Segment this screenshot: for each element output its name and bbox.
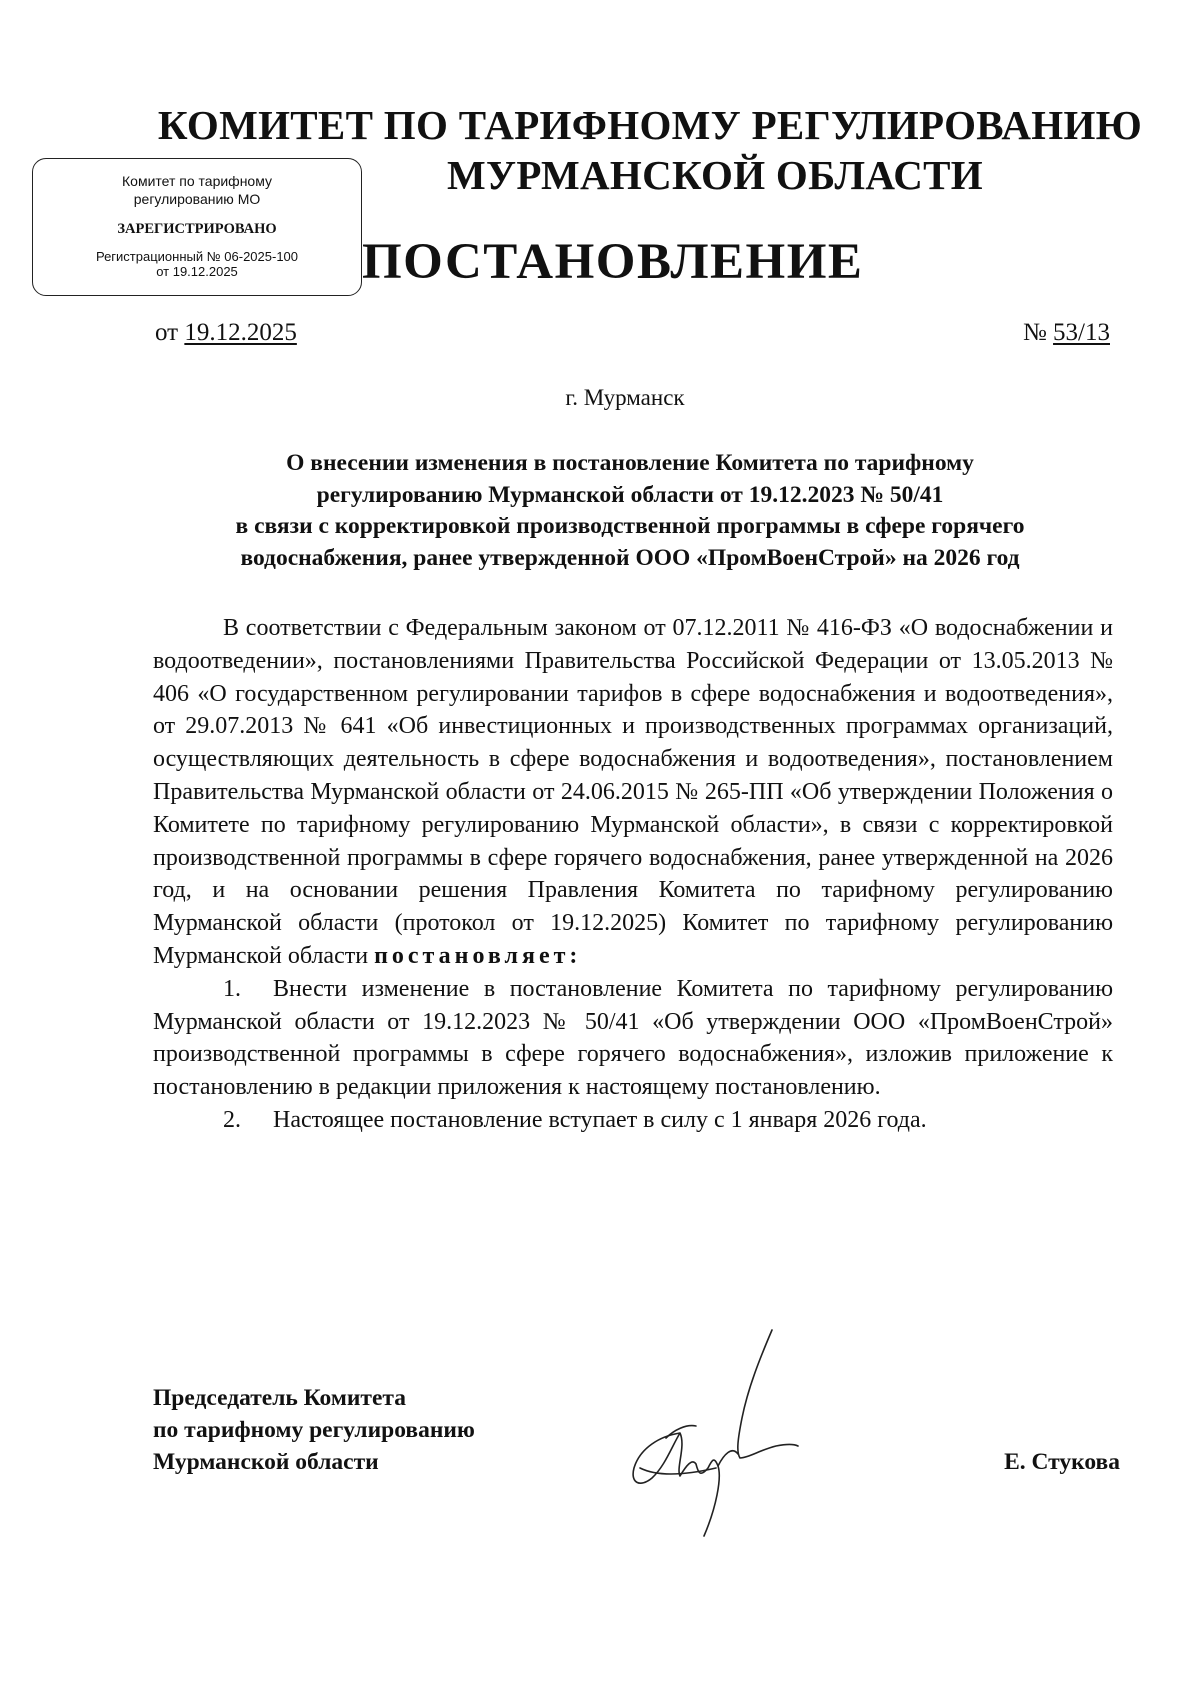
subject-line-4: водоснабжения, ранее утвержденной ООО «ПромВоенСтрой» на 2026 год xyxy=(240,544,1020,571)
subject-line-3: в связи с корректировкой производственной программы в сфере горячего xyxy=(235,513,1025,539)
document-type-heading: ПОСТАНОВЛЕНИЕ xyxy=(362,234,864,290)
handwritten-signature xyxy=(620,1318,850,1548)
signatory-title xyxy=(153,1382,475,1478)
item-number: 1. xyxy=(223,975,241,1002)
signatory-title-line-2: по тарифному регулированию xyxy=(153,1417,475,1443)
stamp-organization: Комитет по тарифному регулированию МО xyxy=(122,173,272,207)
document-subject xyxy=(150,448,1110,574)
resolution-item xyxy=(153,973,1113,1104)
signer-name: Е. Стукова xyxy=(1004,1449,1120,1475)
item-text: Настоящее постановление вступает в силу с 1 января 2026 года. xyxy=(273,1106,927,1133)
stamp-registration-number: Регистрационный № 06-2025-100 xyxy=(95,249,299,264)
item-number: 2. xyxy=(223,1106,241,1133)
registration-stamp xyxy=(32,158,362,296)
date-prefix: от xyxy=(155,319,179,346)
date-value: 19.12.2025 xyxy=(184,319,297,346)
stamp-registration-date: от 19.12.2025 xyxy=(156,264,238,279)
preamble-paragraph xyxy=(153,612,1113,973)
subject-line-2: регулированию Мурманской области от 19.12.2023 № 50/41 xyxy=(316,481,944,508)
document-date xyxy=(155,318,297,348)
document-city: г. Мурманск xyxy=(565,385,685,410)
item-text: Внести изменение в постановление Комитета по тарифному регулированию Мурманской области от 19.12.2023 № 50/41 «Об утверждении ООО «ПромВоенСтрой» производственной программы в сфере горячего водоснабжения», изложив приложение к постановлению в редакции приложения к настоящему постановлению. xyxy=(153,975,1113,1101)
resolves-word: постановляет: xyxy=(374,942,582,969)
number-prefix: № xyxy=(1022,319,1047,346)
document-body xyxy=(153,612,1113,1137)
org-title-line-1: КОМИТЕТ ПО ТАРИФНОМУ РЕГУЛИРОВАНИЮ xyxy=(157,102,1143,148)
org-title-line-2: МУРМАНСКОЙ ОБЛАСТИ xyxy=(447,152,983,198)
preamble-text: В соответствии с Федеральным законом от 07.12.2011 № 416-ФЗ «О водоснабжении и водоотведении», постановлениями Правительства Российской Федерации от 13.05.2013 № 406 «О государственном регулировании тарифов в сфере водоснабжения и водоотведения», от 29.07.2013 № 641 «Об инвестиционных и производственных программах организаций, осуществляющих деятельность в сфере водоснабжения и водоотведения», постановлением Правительства Мурманской области от 24.06.2015 № 265-ПП «Об утверждении Положения о Комитете по тарифному регулированию Мурманской области», в связи с корректировкой производственной программы в сфере горячего водоснабжения, ранее утвержденной на 2026 год, и на основании решения Правления Комитета по тарифному регулированию Мурманской области (протокол от 19.12.2025) Комитет по тарифному регулированию Мурманской области xyxy=(153,615,1113,969)
resolution-item xyxy=(153,1104,1113,1137)
stamp-registration xyxy=(33,249,361,279)
document-number xyxy=(1023,318,1110,348)
signatory-title-line-1: Председатель Комитета xyxy=(153,1385,406,1411)
subject-line-1: О внесении изменения в постановление Комитета по тарифному xyxy=(286,450,974,476)
stamp-status: ЗАРЕГИСТРИРОВАНО xyxy=(117,221,277,237)
number-value: 53/13 xyxy=(1053,319,1110,346)
signatory-title-line-3: Мурманской области xyxy=(153,1449,379,1475)
